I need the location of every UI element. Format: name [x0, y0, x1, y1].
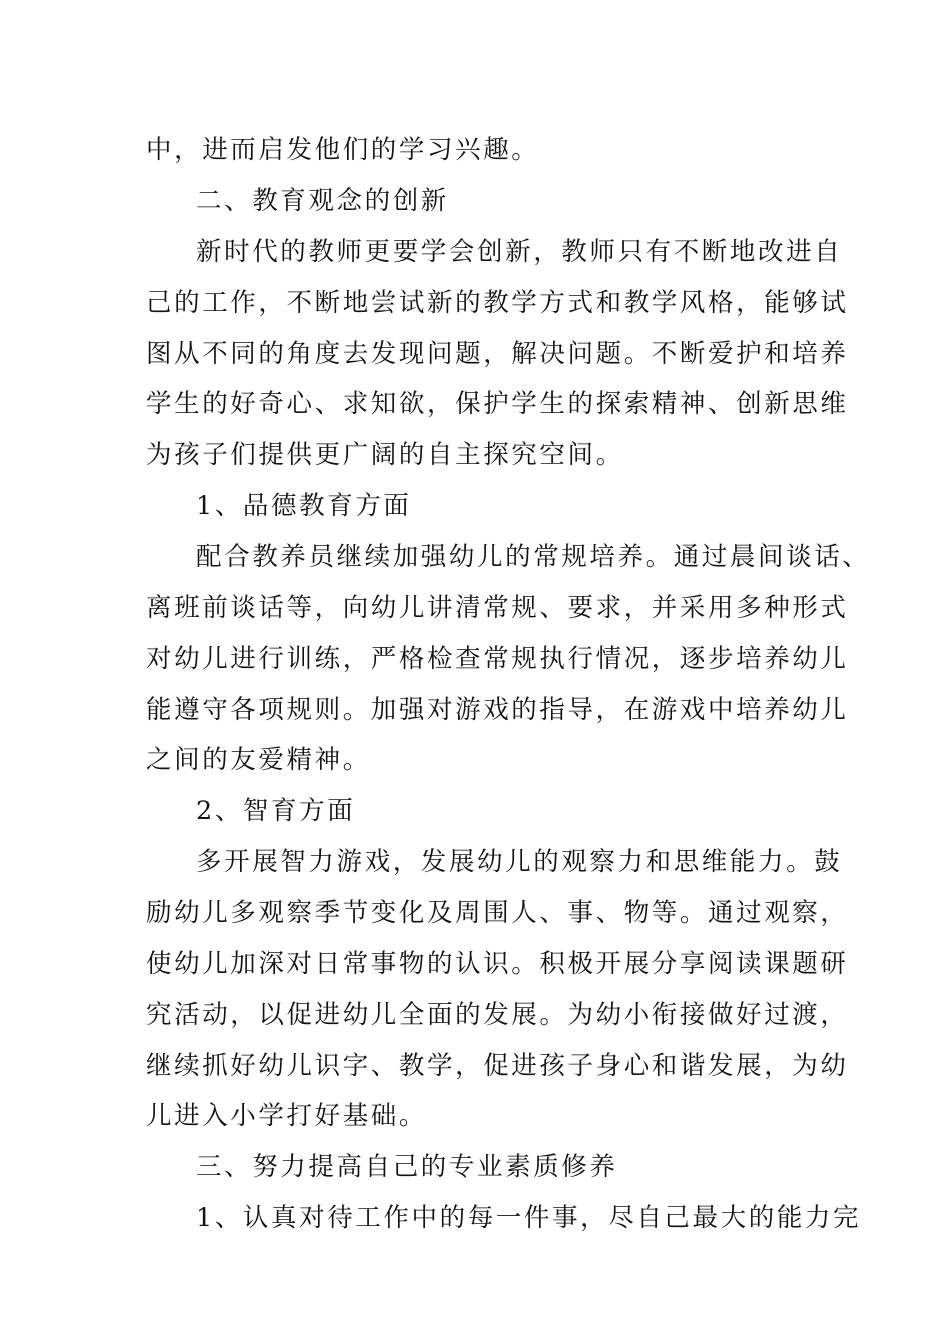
- section-heading: 二、教育观念的创新: [196, 186, 449, 216]
- text-line: 对幼儿进行训练，严格检查常规执行情况，逐步培养幼儿: [146, 644, 849, 674]
- text-line: 继续抓好幼儿识字、教学，促进孩子身心和谐发展，为幼: [146, 1051, 849, 1081]
- text-line: 为孩子们提供更广阔的自主探究空间。: [146, 440, 624, 470]
- subsection-heading: 1、品德教育方面: [196, 491, 412, 521]
- text-line: 使幼儿加深对日常事物的认识。积极开展分享阅读课题研: [146, 949, 849, 979]
- text-line: 1、认真对待工作中的每一件事，尽自己最大的能力完: [196, 1203, 862, 1233]
- text-line: 离班前谈话等，向幼儿讲清常规、要求，并采用多种形式: [146, 593, 849, 623]
- text-line: 之间的友爱精神。: [146, 745, 371, 775]
- text-line: 能遵守各项规则。加强对游戏的指导，在游戏中培养幼儿: [146, 695, 849, 725]
- text-line: 多开展智力游戏，发展幼儿的观察力和思维能力。鼓: [196, 847, 843, 877]
- text-line: 究活动，以促进幼儿全面的发展。为幼小衔接做好过渡，: [146, 1000, 849, 1030]
- text-line: 己的工作，不断地尝试新的教学方式和教学风格，能够试: [146, 288, 849, 318]
- text-line: 励幼儿多观察季节变化及周围人、事、物等。通过观察，: [146, 898, 849, 928]
- subsection-heading: 2、智育方面: [196, 796, 356, 826]
- text-line: 儿进入小学打好基础。: [146, 1101, 428, 1131]
- text-line: 新时代的教师更要学会创新，教师只有不断地改进自: [196, 237, 843, 267]
- text-line: 中，进而启发他们的学习兴趣。: [146, 135, 540, 165]
- text-line: 学生的好奇心、求知欲，保护学生的探索精神、创新思维: [146, 389, 849, 419]
- text-line: 图从不同的角度去发现问题，解决问题。不断爱护和培养: [146, 339, 849, 369]
- section-heading: 三、努力提高自己的专业素质修养: [196, 1152, 618, 1182]
- text-line: 配合教养员继续加强幼儿的常规培养。通过晨间谈话、: [196, 542, 871, 572]
